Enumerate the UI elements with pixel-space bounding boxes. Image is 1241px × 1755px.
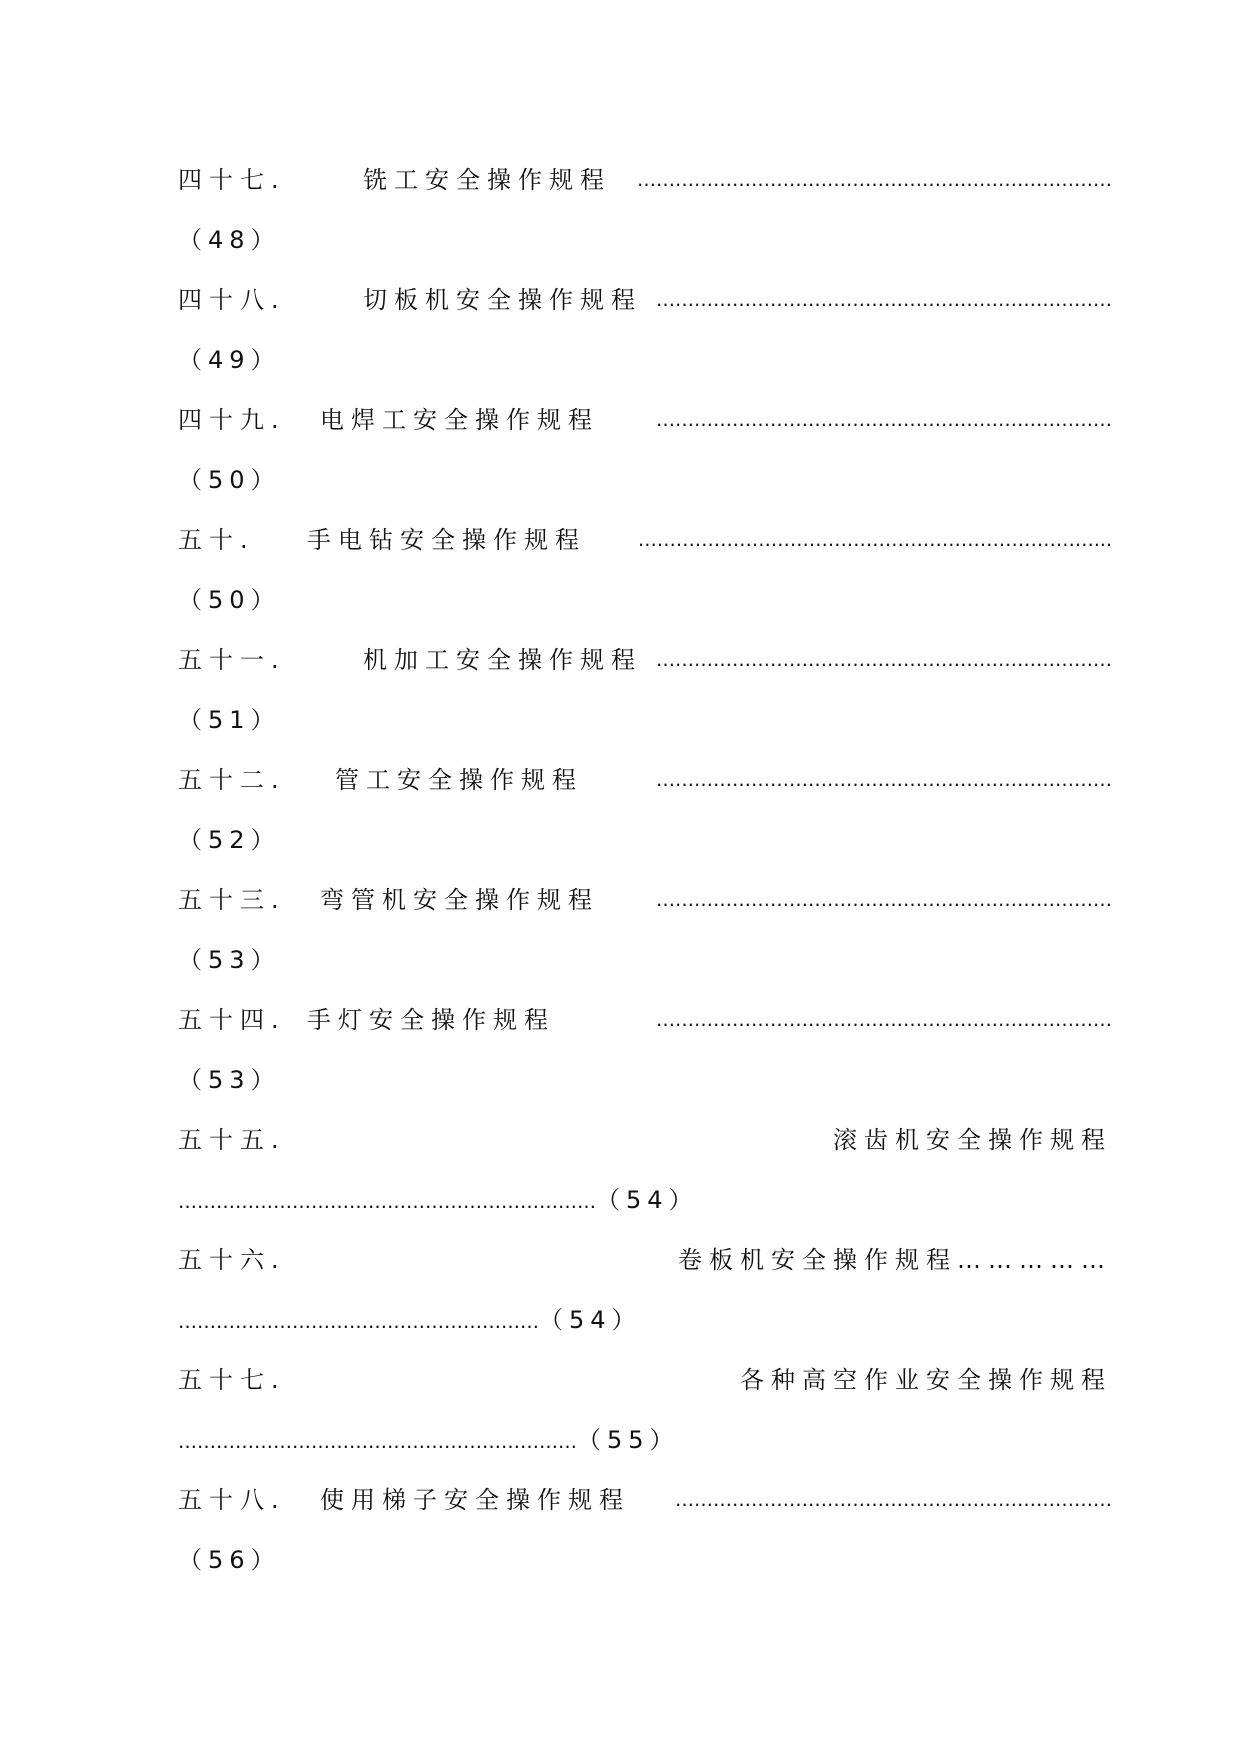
toc-entry-title: 滚齿机安全操作规程 bbox=[833, 1126, 1112, 1154]
toc-leader-dots: ………………………………………………………………... bbox=[637, 529, 1112, 551]
toc-leader-dots bbox=[178, 1300, 642, 1342]
toc-entry-number: 四十九. bbox=[178, 406, 286, 434]
toc-page-number: （54） bbox=[539, 1306, 642, 1334]
toc-page-number: （51） bbox=[178, 706, 281, 734]
toc-leader-dots: ……………………………………………………………… bbox=[656, 889, 1112, 911]
toc-leader-dots: …………………………………………………………… bbox=[675, 1489, 1112, 1511]
toc-leader-dots: ……………………………………………………………… bbox=[656, 409, 1112, 431]
toc-leader-dots-text: ………………………………………………… bbox=[178, 1311, 539, 1333]
toc-leader-dots-text: ……………………………………………………… bbox=[178, 1431, 577, 1453]
toc-page-line bbox=[178, 220, 1112, 260]
toc-page-number: （52） bbox=[178, 826, 281, 854]
toc-entry-title: 铣工安全操作规程 bbox=[363, 166, 611, 194]
toc-entry-number: 五十六. bbox=[178, 1246, 286, 1274]
toc-entry bbox=[178, 760, 1112, 800]
toc-page-line bbox=[178, 340, 1112, 380]
toc-entry bbox=[178, 640, 1112, 680]
toc-page-number: （53） bbox=[178, 946, 281, 974]
toc-leader-dots: ……………………………………………………………… bbox=[656, 289, 1112, 311]
toc-entry-number: 四十八. bbox=[178, 286, 286, 314]
toc-entry bbox=[178, 160, 1112, 200]
toc-page-number: （53） bbox=[178, 1066, 281, 1094]
toc-entry-number: 五十八. bbox=[178, 1486, 286, 1514]
toc-page-line bbox=[178, 940, 1112, 980]
toc-entry-title: 手灯安全操作规程 bbox=[307, 1006, 555, 1034]
toc-entry-number: 五十二. bbox=[178, 766, 286, 794]
toc-page-number: （48） bbox=[178, 226, 281, 254]
toc-page-number: （49） bbox=[178, 346, 281, 374]
toc-entry-title: 机加工安全操作规程 bbox=[363, 646, 642, 674]
toc-page-number: （55） bbox=[577, 1426, 680, 1454]
toc-entry-title: 切板机安全操作规程 bbox=[363, 286, 642, 314]
toc-page-line bbox=[178, 1180, 1112, 1220]
toc-page-number: （50） bbox=[178, 466, 281, 494]
toc-page-line bbox=[178, 1540, 1112, 1580]
toc-entry-number: 五十五. bbox=[178, 1126, 286, 1154]
toc-page-line bbox=[178, 1300, 1112, 1340]
toc-page-number: （54） bbox=[596, 1186, 699, 1214]
toc-entry-title: 电焊工安全操作规程 bbox=[320, 406, 599, 434]
toc-entry-title: 各种高空作业安全操作规程 bbox=[740, 1366, 1112, 1394]
toc-page-line bbox=[178, 700, 1112, 740]
toc-entry-number: 五十三. bbox=[178, 886, 286, 914]
toc-leader-dots: ……………………………………………………………… bbox=[656, 649, 1112, 671]
toc-entry bbox=[178, 1240, 1112, 1280]
toc-leader-dots bbox=[178, 1420, 680, 1462]
toc-entry bbox=[178, 520, 1112, 560]
toc-page-line bbox=[178, 460, 1112, 500]
toc-entry-title: 卷板机安全操作规程…………… bbox=[678, 1246, 1112, 1274]
toc-entry-title: 弯管机安全操作规程 bbox=[320, 886, 599, 914]
toc-leader-dots-text: ………………………………………………………… bbox=[178, 1191, 596, 1213]
toc-entry bbox=[178, 1120, 1112, 1160]
toc-page-line bbox=[178, 1060, 1112, 1100]
toc-entry bbox=[178, 280, 1112, 320]
toc-entry-number: 五十. bbox=[178, 526, 255, 554]
toc-entry-title: 手电钻安全操作规程 bbox=[307, 526, 586, 554]
toc-leader-dots: ……………………………………………………………… bbox=[656, 1009, 1112, 1031]
toc-entry bbox=[178, 880, 1112, 920]
toc-entry-number: 五十七. bbox=[178, 1366, 286, 1394]
toc-page-line bbox=[178, 580, 1112, 620]
toc-leader-dots: ………………………………………………………………… bbox=[637, 169, 1112, 191]
toc-leader-dots bbox=[178, 1180, 699, 1222]
toc-page-line bbox=[178, 820, 1112, 860]
toc-leader-dots: ……………………………………………………………… bbox=[656, 769, 1112, 791]
toc-entry bbox=[178, 1360, 1112, 1400]
toc-page-number: （56） bbox=[178, 1546, 281, 1574]
toc-entry-title: 管工安全操作规程 bbox=[335, 766, 583, 794]
toc-entry bbox=[178, 400, 1112, 440]
toc-entry bbox=[178, 1480, 1112, 1520]
toc-entry bbox=[178, 1000, 1112, 1040]
toc-page-number: （50） bbox=[178, 586, 281, 614]
toc-entry-number: 五十一. bbox=[178, 646, 286, 674]
toc-entry-title: 使用梯子安全操作规程 bbox=[320, 1486, 630, 1514]
toc-entry-number: 五十四. bbox=[178, 1006, 286, 1034]
toc-page-line bbox=[178, 1420, 1112, 1460]
toc-entry-number: 四十七. bbox=[178, 166, 286, 194]
